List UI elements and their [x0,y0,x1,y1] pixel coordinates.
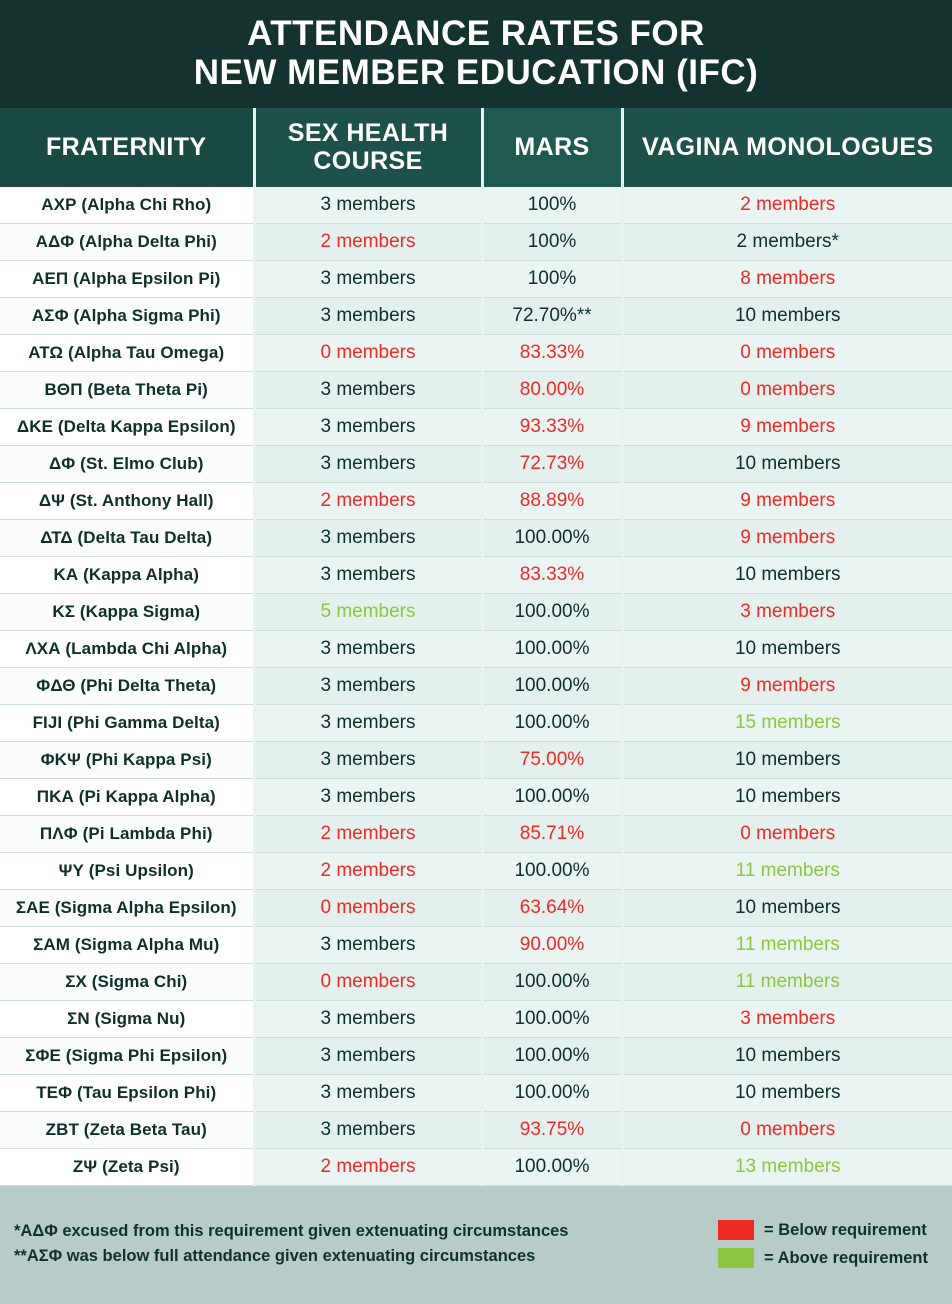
cell-sex-health-course: 3 members [254,187,482,224]
cell-fraternity: ΑΣΦ (Alpha Sigma Phi) [0,298,254,335]
cell-mars: 100% [482,224,622,261]
table-row [0,1112,952,1149]
table-row [0,705,952,742]
cell-vagina-monologues: 3 members [622,594,952,631]
cell-mars: 100.00% [482,1149,622,1186]
cell-vagina-monologues: 10 members [622,1075,952,1112]
cell-sex-health-course: 3 members [254,446,482,483]
cell-vagina-monologues: 10 members [622,742,952,779]
table-row [0,853,952,890]
cell-vagina-monologues: 0 members [622,372,952,409]
attendance-table [0,108,952,1186]
cell-fraternity: ΦΔΘ (Phi Delta Theta) [0,668,254,705]
cell-fraternity: ΤΕΦ (Tau Epsilon Phi) [0,1075,254,1112]
cell-fraternity: ΠΚΑ (Pi Kappa Alpha) [0,779,254,816]
cell-vagina-monologues: 3 members [622,1001,952,1038]
red-swatch-icon [718,1220,754,1240]
cell-mars: 88.89% [482,483,622,520]
cell-mars: 93.75% [482,1112,622,1149]
table-row [0,816,952,853]
cell-sex-health-course: 3 members [254,1038,482,1075]
cell-mars: 100.00% [482,520,622,557]
table-row [0,1001,952,1038]
cell-sex-health-course: 3 members [254,298,482,335]
table-row [0,668,952,705]
cell-sex-health-course: 2 members [254,483,482,520]
cell-vagina-monologues: 9 members [622,409,952,446]
cell-sex-health-course: 3 members [254,779,482,816]
green-swatch-icon [718,1248,754,1268]
cell-fraternity: ΚΑ (Kappa Alpha) [0,557,254,594]
cell-fraternity: ΑΤΩ (Alpha Tau Omega) [0,335,254,372]
cell-vagina-monologues: 9 members [622,483,952,520]
cell-vagina-monologues: 2 members [622,187,952,224]
cell-fraternity: ΔΦ (St. Elmo Club) [0,446,254,483]
cell-vagina-monologues: 2 members* [622,224,952,261]
cell-fraternity: ΠΛΦ (Pi Lambda Phi) [0,816,254,853]
table-header-row [0,108,952,187]
cell-fraternity: ΔΤΔ (Delta Tau Delta) [0,520,254,557]
cell-vagina-monologues: 0 members [622,816,952,853]
cell-mars: 100.00% [482,779,622,816]
cell-mars: 100% [482,261,622,298]
cell-mars: 100% [482,187,622,224]
cell-mars: 100.00% [482,964,622,1001]
legend-label-below: = Below requirement [764,1220,927,1239]
cell-mars: 80.00% [482,372,622,409]
table-row [0,594,952,631]
cell-sex-health-course: 2 members [254,853,482,890]
cell-sex-health-course: 0 members [254,335,482,372]
cell-mars: 100.00% [482,1001,622,1038]
cell-sex-health-course: 3 members [254,668,482,705]
table-row [0,631,952,668]
footnote-2: **ΑΣΦ was below full attendance given extenuating circumstances [14,1247,536,1266]
cell-sex-health-course: 3 members [254,742,482,779]
table-row [0,1075,952,1112]
cell-mars: 93.33% [482,409,622,446]
cell-sex-health-course: 3 members [254,705,482,742]
cell-sex-health-course: 3 members [254,1075,482,1112]
cell-vagina-monologues: 9 members [622,668,952,705]
cell-mars: 100.00% [482,1075,622,1112]
cell-mars: 72.70%** [482,298,622,335]
cell-vagina-monologues: 11 members [622,964,952,1001]
cell-fraternity: ΔΨ (St. Anthony Hall) [0,483,254,520]
cell-sex-health-course: 3 members [254,557,482,594]
cell-fraternity: ΔΚΕ (Delta Kappa Epsilon) [0,409,254,446]
cell-mars: 83.33% [482,335,622,372]
column-header-mars: MARS [482,108,622,187]
cell-vagina-monologues: 10 members [622,631,952,668]
cell-fraternity: ΑΕΠ (Alpha Epsilon Pi) [0,261,254,298]
cell-sex-health-course: 3 members [254,409,482,446]
table-row [0,779,952,816]
cell-fraternity: ΨΥ (Psi Upsilon) [0,853,254,890]
cell-vagina-monologues: 0 members [622,335,952,372]
legend-item-above [718,1248,928,1268]
cell-mars: 100.00% [482,853,622,890]
table-row [0,409,952,446]
cell-fraternity: ΦΚΨ (Phi Kappa Psi) [0,742,254,779]
cell-fraternity: ΛΧΑ (Lambda Chi Alpha) [0,631,254,668]
cell-fraternity: ΖΨ (Zeta Psi) [0,1149,254,1186]
legend-item-below [718,1220,928,1240]
cell-fraternity: ΑΧΡ (Alpha Chi Rho) [0,187,254,224]
cell-mars: 100.00% [482,668,622,705]
cell-sex-health-course: 0 members [254,964,482,1001]
table-row [0,224,952,261]
table-row [0,261,952,298]
column-header-vagina-monologues: VAGINA MONOLOGUES [622,108,952,187]
cell-mars: 90.00% [482,927,622,964]
cell-mars: 72.73% [482,446,622,483]
footnote-1: *ΑΔΦ excused from this requirement given extenuating circumstances [14,1222,569,1241]
cell-mars: 100.00% [482,631,622,668]
cell-sex-health-course: 2 members [254,1149,482,1186]
cell-vagina-monologues: 10 members [622,298,952,335]
cell-vagina-monologues: 8 members [622,261,952,298]
cell-vagina-monologues: 13 members [622,1149,952,1186]
cell-vagina-monologues: 10 members [622,890,952,927]
table-row [0,890,952,927]
footer [0,1186,952,1304]
column-header-sex-health-course: SEX HEALTH COURSE [254,108,482,187]
cell-mars: 100.00% [482,705,622,742]
cell-vagina-monologues: 10 members [622,446,952,483]
cell-sex-health-course: 3 members [254,1112,482,1149]
cell-vagina-monologues: 10 members [622,557,952,594]
cell-sex-health-course: 3 members [254,520,482,557]
cell-sex-health-course: 3 members [254,1001,482,1038]
table-row [0,557,952,594]
cell-mars: 85.71% [482,816,622,853]
cell-fraternity: ΣΦΕ (Sigma Phi Epsilon) [0,1038,254,1075]
table-row [0,483,952,520]
title-line-2: NEW MEMBER EDUCATION (IFC) [193,53,759,93]
cell-vagina-monologues: 10 members [622,779,952,816]
cell-fraternity: ΖΒΤ (Zeta Beta Tau) [0,1112,254,1149]
table-row [0,964,952,1001]
cell-fraternity: ΣΑΜ (Sigma Alpha Mu) [0,927,254,964]
page-title [0,0,952,108]
cell-mars: 100.00% [482,1038,622,1075]
cell-vagina-monologues: 15 members [622,705,952,742]
cell-sex-health-course: 3 members [254,372,482,409]
column-header-fraternity: FRATERNITY [0,108,254,187]
cell-fraternity: ΑΔΦ (Alpha Delta Phi) [0,224,254,261]
table-row [0,520,952,557]
cell-sex-health-course: 3 members [254,261,482,298]
table-row [0,298,952,335]
cell-sex-health-course: 2 members [254,224,482,261]
table-row [0,372,952,409]
cell-mars: 63.64% [482,890,622,927]
cell-fraternity: ΒΘΠ (Beta Theta Pi) [0,372,254,409]
cell-vagina-monologues: 9 members [622,520,952,557]
table-row [0,1038,952,1075]
table-row [0,187,952,224]
cell-fraternity: ΚΣ (Kappa Sigma) [0,594,254,631]
cell-sex-health-course: 3 members [254,927,482,964]
cell-fraternity: ΣΧ (Sigma Chi) [0,964,254,1001]
title-line-1: ATTENDANCE RATES FOR [247,14,705,53]
cell-mars: 100.00% [482,594,622,631]
cell-fraternity: FIJI (Phi Gamma Delta) [0,705,254,742]
table-row [0,1149,952,1186]
table-row [0,927,952,964]
cell-sex-health-course: 2 members [254,816,482,853]
cell-sex-health-course: 3 members [254,631,482,668]
table-row [0,335,952,372]
cell-mars: 83.33% [482,557,622,594]
table-row [0,446,952,483]
cell-vagina-monologues: 0 members [622,1112,952,1149]
legend-label-above: = Above requirement [764,1248,928,1267]
cell-sex-health-course: 0 members [254,890,482,927]
cell-vagina-monologues: 10 members [622,1038,952,1075]
table-row [0,742,952,779]
cell-fraternity: ΣΝ (Sigma Nu) [0,1001,254,1038]
cell-fraternity: ΣΑΕ (Sigma Alpha Epsilon) [0,890,254,927]
legend [718,1220,934,1268]
cell-mars: 75.00% [482,742,622,779]
footnotes [14,1222,568,1266]
cell-sex-health-course: 5 members [254,594,482,631]
cell-vagina-monologues: 11 members [622,927,952,964]
cell-vagina-monologues: 11 members [622,853,952,890]
